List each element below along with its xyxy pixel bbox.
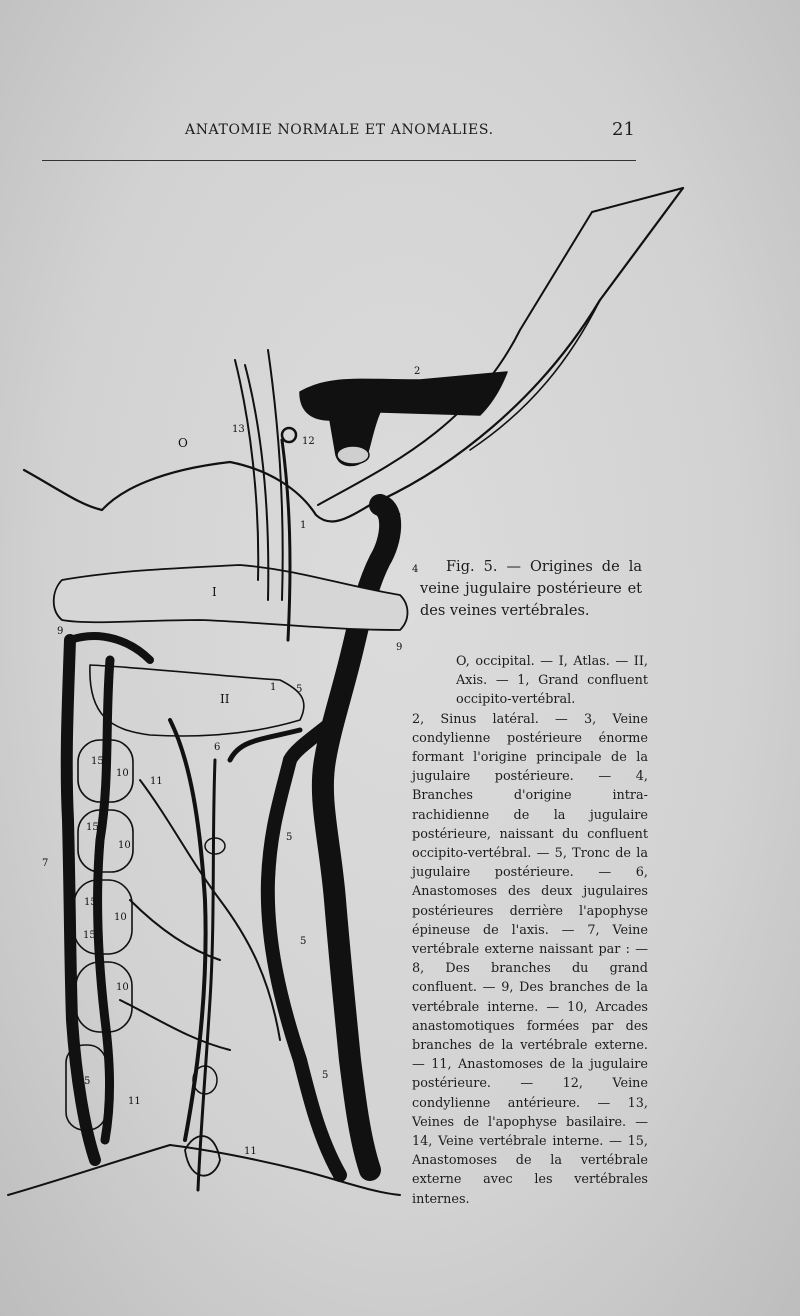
legend-continuation: 2, Sinus latéral. — 3, Veine condylienne postérieure énorme formant l'origine principale de la jugulaire postérieure. — 4, Branches d'origine intra-rachidienne de la jugulaire postérieure, naissant du confluent occipito-vertébral. — 5, Tronc de la jugulaire postérieure. — 6, Anastomoses des deux jugulaires postérieures derrière l'apophyse épineuse de l'axis. — 7, Veine vertébrale externe naissant par : — 8, Des branches du grand confluent. — 9, Des branches de la vertébrale interne. — 10, Arcades anastomotiques formées par des branches de la vertébrale externe. — 11, Anastomoses de la jugulaire postérieure. — 12, Veine condylienne antérieure. — 13, Veines de l'apophyse basilaire. — 14, Veine vertébrale interne. — 15, Anastomoses de la vertébrale externe avec les vertébrales internes. [412, 711, 648, 1207]
figure-legend [412, 652, 648, 1209]
label-5a: 5 [296, 684, 303, 695]
label-8: 8 [342, 690, 349, 701]
label-11c: 11 [244, 1146, 257, 1157]
label-1b: 1 [270, 682, 277, 693]
label-15b: 15 [86, 822, 99, 833]
label-10b: 10 [118, 840, 131, 851]
label-1a: 1 [300, 520, 307, 531]
label-11a: 11 [150, 776, 163, 787]
label-10c: 10 [114, 912, 127, 923]
label-4: 4 [412, 564, 419, 575]
label-5b: 5 [286, 832, 293, 843]
label-11b: 11 [128, 1096, 141, 1107]
label-13: 13 [232, 424, 245, 435]
occipital-outline [24, 188, 683, 522]
label-3a: 3 [368, 427, 375, 438]
label-7: 7 [42, 858, 49, 869]
atlas-outline [54, 565, 408, 630]
axis-outline [90, 665, 304, 736]
label-9a: 9 [57, 626, 64, 637]
figure-caption-title: Fig. 5. — Origines de la veine jugulaire postérieure et des veines vertébrales. [420, 559, 642, 619]
label-10a: 10 [116, 768, 129, 779]
label-atlas: I [212, 585, 217, 599]
label-2: 2 [414, 366, 421, 377]
running-title: ANATOMIE NORMALE ET ANOMALIES. [185, 122, 494, 138]
label-axis: II [220, 692, 230, 706]
label-5e: 5 [322, 1070, 329, 1081]
lateral-sinus [300, 372, 507, 465]
label-6: 6 [214, 742, 221, 753]
legend-first-paragraph: O, occipital. — I, Atlas. — II, Axis. — 1, Grand confluent occipito-vertébral. [456, 654, 648, 708]
header-rule [42, 160, 636, 161]
page-number: 21 [612, 119, 635, 140]
label-15c: 15 [84, 897, 97, 908]
label-10d: 10 [116, 982, 129, 993]
label-15d: 15 [83, 930, 96, 941]
label-5d: 5 [84, 1076, 91, 1087]
label-15a: 15 [91, 756, 104, 767]
label-5c: 5 [300, 936, 307, 947]
occipital-inner [318, 188, 683, 505]
label-occipital: O [178, 436, 188, 450]
label-3b: 3 [395, 512, 402, 523]
label-9b: 9 [396, 642, 403, 653]
label-12: 12 [302, 436, 315, 447]
anatomical-figure [0, 180, 800, 1220]
